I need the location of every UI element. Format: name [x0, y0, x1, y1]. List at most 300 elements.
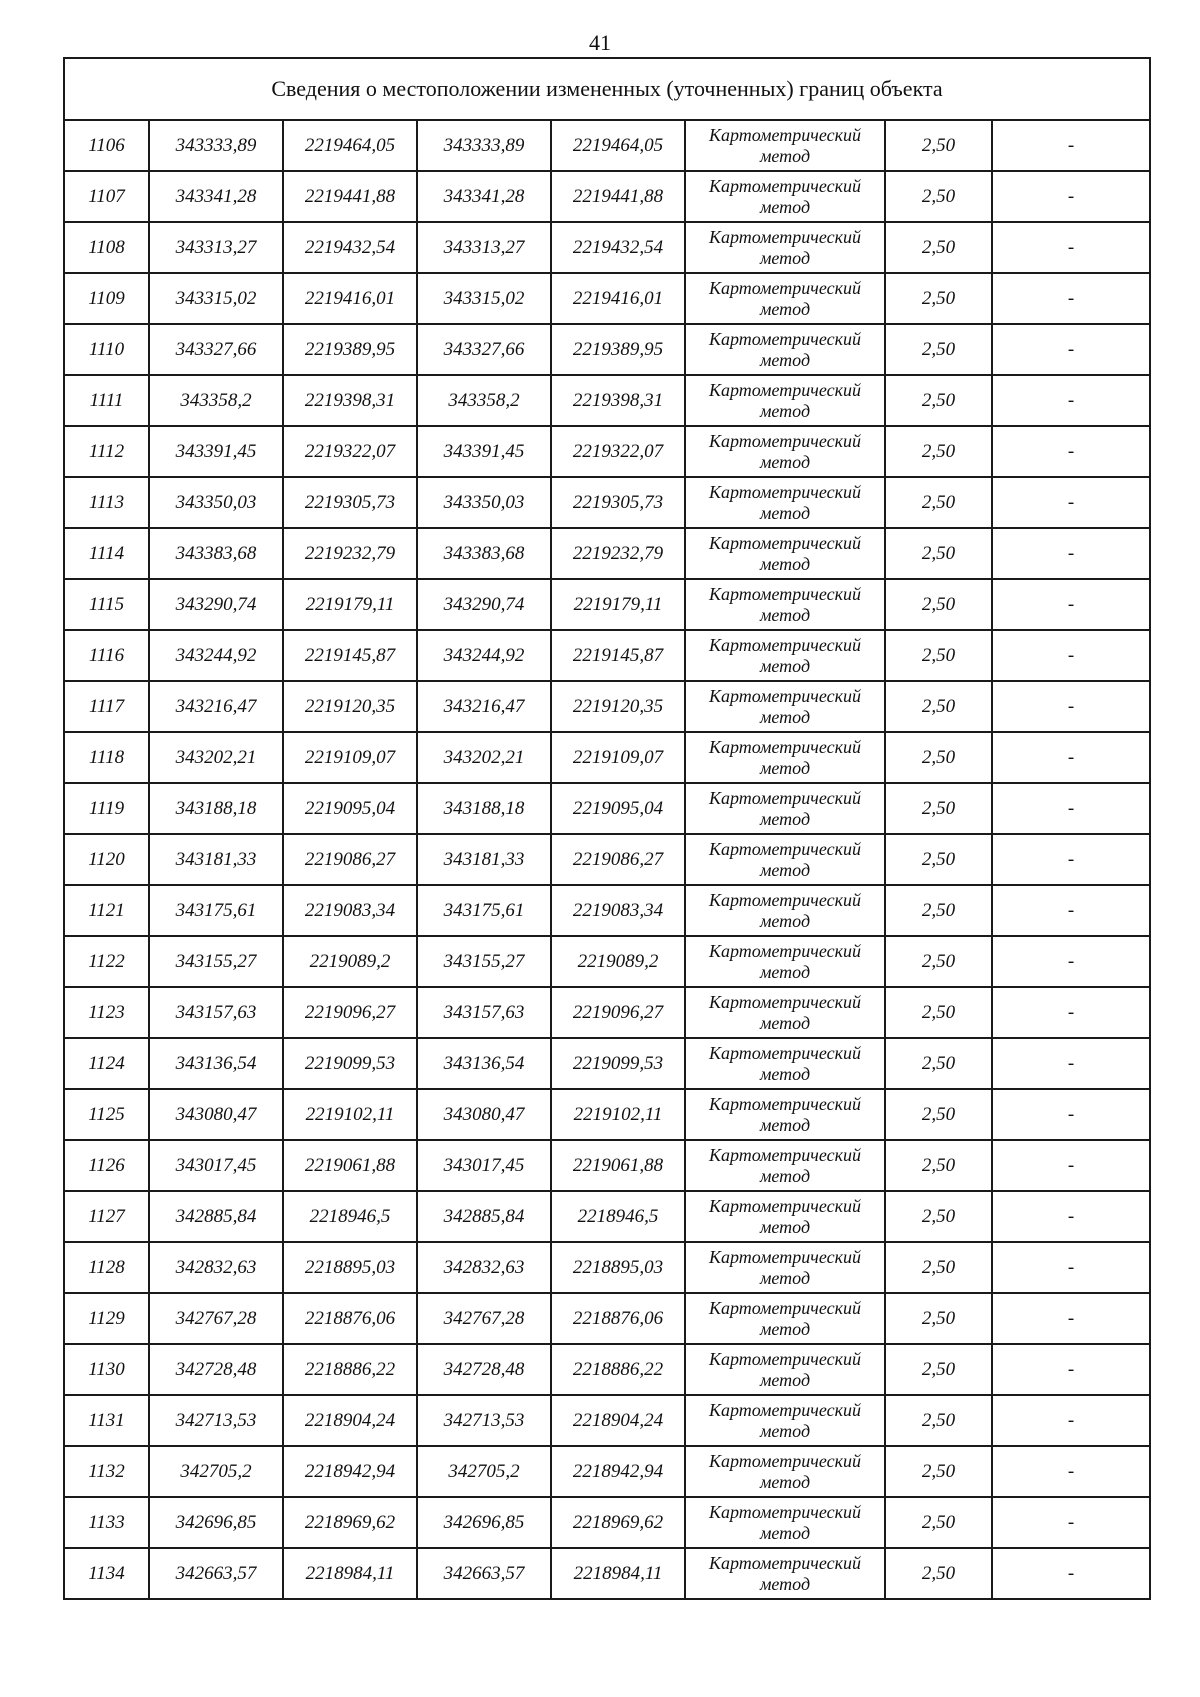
- updated-y-cell: 2219061,88: [551, 1140, 685, 1191]
- updated-x-cell: 343244,92: [417, 630, 551, 681]
- description-cell: -: [992, 579, 1150, 630]
- description-cell: -: [992, 1293, 1150, 1344]
- method-line-2: метод: [759, 247, 811, 268]
- method-cell: [685, 1293, 885, 1344]
- point-number-cell: 1121: [64, 885, 149, 936]
- table-row: [64, 1191, 1150, 1242]
- table-row: [64, 834, 1150, 885]
- method-line-1: Картометрический: [708, 1093, 861, 1114]
- existing-x-cell: 343350,03: [149, 477, 283, 528]
- updated-x-cell: 342663,57: [417, 1548, 551, 1599]
- existing-x-cell: 343181,33: [149, 834, 283, 885]
- description-cell: -: [992, 1242, 1150, 1293]
- point-number-cell: 1116: [64, 630, 149, 681]
- description-cell: -: [992, 1395, 1150, 1446]
- method-cell: [685, 1191, 885, 1242]
- method-line-2: метод: [759, 502, 811, 523]
- method-line-2: метод: [759, 1267, 811, 1288]
- accuracy-cell: 2,50: [885, 579, 992, 630]
- accuracy-cell: 2,50: [885, 477, 992, 528]
- method-line-2: метод: [759, 451, 811, 472]
- updated-x-cell: 343350,03: [417, 477, 551, 528]
- point-number-cell: 1108: [64, 222, 149, 273]
- existing-y-cell: 2219096,27: [283, 987, 417, 1038]
- method-line-2: метод: [759, 604, 811, 625]
- point-number-cell: 1109: [64, 273, 149, 324]
- existing-x-cell: 343290,74: [149, 579, 283, 630]
- existing-x-cell: 343202,21: [149, 732, 283, 783]
- method-cell: [685, 783, 885, 834]
- method-cell: [685, 936, 885, 987]
- point-number-cell: 1118: [64, 732, 149, 783]
- method-line-1: Картометрический: [708, 1450, 861, 1471]
- method-line-2: метод: [759, 1522, 811, 1543]
- method-line-2: метод: [759, 808, 811, 829]
- method-line-1: Картометрический: [708, 481, 861, 502]
- point-number-cell: 1106: [64, 120, 149, 171]
- updated-y-cell: 2218969,62: [551, 1497, 685, 1548]
- existing-x-cell: 342663,57: [149, 1548, 283, 1599]
- method-line-2: метод: [759, 1420, 811, 1441]
- method-line-2: метод: [759, 1063, 811, 1084]
- point-number-cell: 1117: [64, 681, 149, 732]
- updated-x-cell: 343188,18: [417, 783, 551, 834]
- table-row: [64, 1548, 1150, 1599]
- updated-y-cell: 2219095,04: [551, 783, 685, 834]
- method-cell: [685, 528, 885, 579]
- method-line-1: Картометрический: [708, 328, 861, 349]
- table-caption: Сведения о местоположении измененных (уточненных) границ объекта: [64, 58, 1150, 120]
- updated-y-cell: 2219083,34: [551, 885, 685, 936]
- table-row: [64, 630, 1150, 681]
- existing-y-cell: 2218904,24: [283, 1395, 417, 1446]
- method-line-2: метод: [759, 859, 811, 880]
- table-row: [64, 1446, 1150, 1497]
- accuracy-cell: 2,50: [885, 273, 992, 324]
- accuracy-cell: 2,50: [885, 987, 992, 1038]
- updated-y-cell: 2219432,54: [551, 222, 685, 273]
- method-cell: [685, 222, 885, 273]
- table-row: [64, 120, 1150, 171]
- existing-y-cell: 2218876,06: [283, 1293, 417, 1344]
- existing-y-cell: 2219322,07: [283, 426, 417, 477]
- existing-x-cell: 343313,27: [149, 222, 283, 273]
- table-row: [64, 477, 1150, 528]
- table-row: [64, 579, 1150, 630]
- table-row: [64, 426, 1150, 477]
- existing-x-cell: 343157,63: [149, 987, 283, 1038]
- updated-y-cell: 2218886,22: [551, 1344, 685, 1395]
- page-number: 41: [589, 30, 611, 55]
- method-line-1: Картометрический: [708, 226, 861, 247]
- updated-x-cell: 343383,68: [417, 528, 551, 579]
- accuracy-cell: 2,50: [885, 528, 992, 579]
- point-number-cell: 1129: [64, 1293, 149, 1344]
- updated-y-cell: 2218946,5: [551, 1191, 685, 1242]
- accuracy-cell: 2,50: [885, 1344, 992, 1395]
- point-number-cell: 1115: [64, 579, 149, 630]
- updated-x-cell: 343181,33: [417, 834, 551, 885]
- method-line-1: Картометрический: [708, 1552, 861, 1573]
- existing-y-cell: 2219432,54: [283, 222, 417, 273]
- table-row: [64, 528, 1150, 579]
- accuracy-cell: 2,50: [885, 120, 992, 171]
- updated-x-cell: 342767,28: [417, 1293, 551, 1344]
- existing-y-cell: 2219464,05: [283, 120, 417, 171]
- existing-y-cell: 2219086,27: [283, 834, 417, 885]
- point-number-cell: 1134: [64, 1548, 149, 1599]
- table-row: [64, 1140, 1150, 1191]
- table-row: [64, 1344, 1150, 1395]
- existing-y-cell: 2219232,79: [283, 528, 417, 579]
- table-row: [64, 1242, 1150, 1293]
- description-cell: -: [992, 324, 1150, 375]
- description-cell: -: [992, 1038, 1150, 1089]
- method-line-1: Картометрический: [708, 1399, 861, 1420]
- method-line-2: метод: [759, 349, 811, 370]
- table-row: [64, 987, 1150, 1038]
- updated-y-cell: 2219305,73: [551, 477, 685, 528]
- method-line-1: Картометрический: [708, 430, 861, 451]
- existing-x-cell: 343383,68: [149, 528, 283, 579]
- updated-y-cell: 2219099,53: [551, 1038, 685, 1089]
- method-line-1: Картометрический: [708, 787, 861, 808]
- updated-x-cell: 343080,47: [417, 1089, 551, 1140]
- existing-x-cell: 343391,45: [149, 426, 283, 477]
- accuracy-cell: 2,50: [885, 375, 992, 426]
- existing-y-cell: 2219145,87: [283, 630, 417, 681]
- method-cell: [685, 375, 885, 426]
- existing-x-cell: 343341,28: [149, 171, 283, 222]
- existing-x-cell: 342705,2: [149, 1446, 283, 1497]
- existing-x-cell: 343017,45: [149, 1140, 283, 1191]
- table-row: [64, 1293, 1150, 1344]
- method-cell: [685, 324, 885, 375]
- method-line-1: Картометрический: [708, 1144, 861, 1165]
- existing-y-cell: 2219179,11: [283, 579, 417, 630]
- existing-x-cell: 342696,85: [149, 1497, 283, 1548]
- updated-x-cell: 343155,27: [417, 936, 551, 987]
- existing-y-cell: 2219305,73: [283, 477, 417, 528]
- accuracy-cell: 2,50: [885, 732, 992, 783]
- method-cell: [685, 579, 885, 630]
- accuracy-cell: 2,50: [885, 885, 992, 936]
- updated-x-cell: 343202,21: [417, 732, 551, 783]
- method-line-1: Картометрический: [708, 1501, 861, 1522]
- updated-x-cell: 342832,63: [417, 1242, 551, 1293]
- updated-y-cell: 2219086,27: [551, 834, 685, 885]
- point-number-cell: 1125: [64, 1089, 149, 1140]
- method-line-1: Картометрический: [708, 1246, 861, 1267]
- method-cell: [685, 1242, 885, 1293]
- point-number-cell: 1122: [64, 936, 149, 987]
- method-line-1: Картометрический: [708, 277, 861, 298]
- method-line-1: Картометрический: [708, 838, 861, 859]
- existing-x-cell: 343333,89: [149, 120, 283, 171]
- existing-y-cell: 2219441,88: [283, 171, 417, 222]
- table-row: [64, 324, 1150, 375]
- table-caption-row: [64, 58, 1150, 120]
- updated-x-cell: 343290,74: [417, 579, 551, 630]
- point-number-cell: 1119: [64, 783, 149, 834]
- updated-x-cell: 343327,66: [417, 324, 551, 375]
- existing-x-cell: 342713,53: [149, 1395, 283, 1446]
- description-cell: -: [992, 987, 1150, 1038]
- method-line-2: метод: [759, 1165, 811, 1186]
- method-line-2: метод: [759, 1573, 811, 1594]
- method-line-2: метод: [759, 757, 811, 778]
- table-row: [64, 783, 1150, 834]
- existing-y-cell: 2219120,35: [283, 681, 417, 732]
- existing-x-cell: 343175,61: [149, 885, 283, 936]
- method-line-1: Картометрический: [708, 1042, 861, 1063]
- accuracy-cell: 2,50: [885, 834, 992, 885]
- accuracy-cell: 2,50: [885, 1395, 992, 1446]
- description-cell: -: [992, 1191, 1150, 1242]
- method-line-1: Картометрический: [708, 124, 861, 145]
- point-number-cell: 1112: [64, 426, 149, 477]
- point-number-cell: 1133: [64, 1497, 149, 1548]
- method-cell: [685, 885, 885, 936]
- description-cell: -: [992, 1497, 1150, 1548]
- description-cell: -: [992, 222, 1150, 273]
- updated-y-cell: 2219464,05: [551, 120, 685, 171]
- existing-y-cell: 2219083,34: [283, 885, 417, 936]
- updated-y-cell: 2219416,01: [551, 273, 685, 324]
- description-cell: -: [992, 783, 1150, 834]
- table-row: [64, 375, 1150, 426]
- updated-x-cell: 342728,48: [417, 1344, 551, 1395]
- updated-x-cell: 343175,61: [417, 885, 551, 936]
- updated-y-cell: 2219179,11: [551, 579, 685, 630]
- updated-y-cell: 2219398,31: [551, 375, 685, 426]
- updated-x-cell: 342713,53: [417, 1395, 551, 1446]
- method-line-1: Картометрический: [708, 940, 861, 961]
- accuracy-cell: 2,50: [885, 1242, 992, 1293]
- point-number-cell: 1120: [64, 834, 149, 885]
- updated-y-cell: 2219120,35: [551, 681, 685, 732]
- updated-x-cell: 342696,85: [417, 1497, 551, 1548]
- updated-x-cell: 343157,63: [417, 987, 551, 1038]
- table-row: [64, 1497, 1150, 1548]
- method-cell: [685, 1395, 885, 1446]
- description-cell: -: [992, 528, 1150, 579]
- description-cell: -: [992, 732, 1150, 783]
- method-cell: [685, 630, 885, 681]
- existing-y-cell: 2219389,95: [283, 324, 417, 375]
- existing-y-cell: 2219089,2: [283, 936, 417, 987]
- method-line-2: метод: [759, 1114, 811, 1135]
- method-cell: [685, 1344, 885, 1395]
- method-line-2: метод: [759, 298, 811, 319]
- table-row: [64, 936, 1150, 987]
- updated-y-cell: 2218984,11: [551, 1548, 685, 1599]
- existing-y-cell: 2218942,94: [283, 1446, 417, 1497]
- updated-y-cell: 2219145,87: [551, 630, 685, 681]
- method-line-2: метод: [759, 655, 811, 676]
- method-cell: [685, 987, 885, 1038]
- method-line-1: Картометрический: [708, 1348, 861, 1369]
- table-row: [64, 171, 1150, 222]
- point-number-cell: 1123: [64, 987, 149, 1038]
- method-line-1: Картометрический: [708, 379, 861, 400]
- accuracy-cell: 2,50: [885, 1140, 992, 1191]
- existing-x-cell: 343216,47: [149, 681, 283, 732]
- existing-x-cell: 343244,92: [149, 630, 283, 681]
- method-line-1: Картометрический: [708, 175, 861, 196]
- updated-x-cell: 342885,84: [417, 1191, 551, 1242]
- accuracy-cell: 2,50: [885, 1038, 992, 1089]
- description-cell: -: [992, 273, 1150, 324]
- point-number-cell: 1113: [64, 477, 149, 528]
- existing-y-cell: 2218886,22: [283, 1344, 417, 1395]
- updated-x-cell: 343216,47: [417, 681, 551, 732]
- accuracy-cell: 2,50: [885, 1293, 992, 1344]
- description-cell: -: [992, 834, 1150, 885]
- method-cell: [685, 477, 885, 528]
- table-row: [64, 273, 1150, 324]
- method-line-1: Картометрический: [708, 889, 861, 910]
- existing-x-cell: 342767,28: [149, 1293, 283, 1344]
- method-cell: [685, 273, 885, 324]
- method-line-1: Картометрический: [708, 634, 861, 655]
- accuracy-cell: 2,50: [885, 681, 992, 732]
- updated-x-cell: 343136,54: [417, 1038, 551, 1089]
- method-line-2: метод: [759, 1471, 811, 1492]
- point-number-cell: 1111: [64, 375, 149, 426]
- description-cell: -: [992, 375, 1150, 426]
- method-line-2: метод: [759, 1216, 811, 1237]
- method-cell: [685, 1548, 885, 1599]
- method-cell: [685, 732, 885, 783]
- description-cell: -: [992, 1548, 1150, 1599]
- updated-x-cell: 343313,27: [417, 222, 551, 273]
- method-line-1: Картометрический: [708, 583, 861, 604]
- description-cell: -: [992, 1446, 1150, 1497]
- updated-y-cell: 2219322,07: [551, 426, 685, 477]
- method-cell: [685, 834, 885, 885]
- method-cell: [685, 120, 885, 171]
- existing-y-cell: 2218895,03: [283, 1242, 417, 1293]
- method-line-1: Картометрический: [708, 1195, 861, 1216]
- point-number-cell: 1128: [64, 1242, 149, 1293]
- accuracy-cell: 2,50: [885, 630, 992, 681]
- updated-y-cell: 2219102,11: [551, 1089, 685, 1140]
- description-cell: -: [992, 681, 1150, 732]
- method-cell: [685, 681, 885, 732]
- point-number-cell: 1131: [64, 1395, 149, 1446]
- existing-y-cell: 2219102,11: [283, 1089, 417, 1140]
- method-line-1: Картометрический: [708, 685, 861, 706]
- accuracy-cell: 2,50: [885, 324, 992, 375]
- method-cell: [685, 1497, 885, 1548]
- point-number-cell: 1127: [64, 1191, 149, 1242]
- existing-x-cell: 343155,27: [149, 936, 283, 987]
- existing-y-cell: 2218946,5: [283, 1191, 417, 1242]
- method-line-1: Картометрический: [708, 532, 861, 553]
- existing-y-cell: 2218984,11: [283, 1548, 417, 1599]
- method-line-2: метод: [759, 400, 811, 421]
- method-line-2: метод: [759, 553, 811, 574]
- method-line-2: метод: [759, 1012, 811, 1033]
- description-cell: -: [992, 426, 1150, 477]
- method-cell: [685, 1140, 885, 1191]
- existing-y-cell: 2219061,88: [283, 1140, 417, 1191]
- point-number-cell: 1107: [64, 171, 149, 222]
- method-cell: [685, 1089, 885, 1140]
- point-number-cell: 1130: [64, 1344, 149, 1395]
- method-cell: [685, 171, 885, 222]
- updated-y-cell: 2219232,79: [551, 528, 685, 579]
- updated-x-cell: 343017,45: [417, 1140, 551, 1191]
- point-number-cell: 1114: [64, 528, 149, 579]
- method-cell: [685, 426, 885, 477]
- table-row: [64, 222, 1150, 273]
- method-cell: [685, 1038, 885, 1089]
- method-line-2: метод: [759, 145, 811, 166]
- point-number-cell: 1110: [64, 324, 149, 375]
- existing-y-cell: 2219095,04: [283, 783, 417, 834]
- description-cell: -: [992, 885, 1150, 936]
- method-line-2: метод: [759, 706, 811, 727]
- description-cell: -: [992, 1344, 1150, 1395]
- point-number-cell: 1126: [64, 1140, 149, 1191]
- method-line-2: метод: [759, 961, 811, 982]
- description-cell: -: [992, 1089, 1150, 1140]
- method-line-1: Картометрический: [708, 736, 861, 757]
- accuracy-cell: 2,50: [885, 1446, 992, 1497]
- existing-x-cell: 343327,66: [149, 324, 283, 375]
- accuracy-cell: 2,50: [885, 1089, 992, 1140]
- existing-x-cell: 343315,02: [149, 273, 283, 324]
- updated-y-cell: 2218942,94: [551, 1446, 685, 1497]
- table-row: [64, 681, 1150, 732]
- existing-y-cell: 2219416,01: [283, 273, 417, 324]
- method-cell: [685, 1446, 885, 1497]
- updated-x-cell: 342705,2: [417, 1446, 551, 1497]
- existing-x-cell: 342728,48: [149, 1344, 283, 1395]
- updated-x-cell: 343315,02: [417, 273, 551, 324]
- updated-y-cell: 2219441,88: [551, 171, 685, 222]
- updated-y-cell: 2219096,27: [551, 987, 685, 1038]
- method-line-2: метод: [759, 1369, 811, 1390]
- table-row: [64, 1395, 1150, 1446]
- table-row: [64, 732, 1150, 783]
- updated-y-cell: 2218895,03: [551, 1242, 685, 1293]
- updated-y-cell: 2219089,2: [551, 936, 685, 987]
- table-row: [64, 1038, 1150, 1089]
- accuracy-cell: 2,50: [885, 222, 992, 273]
- description-cell: -: [992, 630, 1150, 681]
- accuracy-cell: 2,50: [885, 426, 992, 477]
- table-row: [64, 885, 1150, 936]
- updated-y-cell: 2218904,24: [551, 1395, 685, 1446]
- accuracy-cell: 2,50: [885, 1548, 992, 1599]
- accuracy-cell: 2,50: [885, 783, 992, 834]
- description-cell: -: [992, 477, 1150, 528]
- description-cell: -: [992, 120, 1150, 171]
- existing-x-cell: 343188,18: [149, 783, 283, 834]
- table-row: [64, 1089, 1150, 1140]
- existing-x-cell: 343080,47: [149, 1089, 283, 1140]
- method-line-2: метод: [759, 1318, 811, 1339]
- existing-x-cell: 342832,63: [149, 1242, 283, 1293]
- method-line-1: Картометрический: [708, 1297, 861, 1318]
- method-line-2: метод: [759, 910, 811, 931]
- existing-x-cell: 343136,54: [149, 1038, 283, 1089]
- updated-x-cell: 343391,45: [417, 426, 551, 477]
- boundary-coordinates-table: [63, 57, 1151, 1600]
